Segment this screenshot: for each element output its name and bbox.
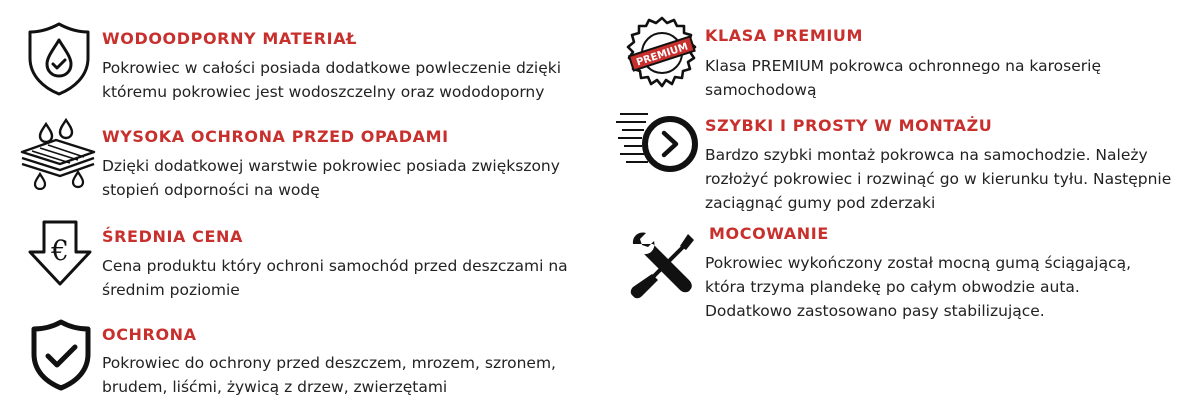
- premium-seal-icon: [622, 14, 702, 94]
- feature-description: Klasa PREMIUM pokrowca ochronnego na karoserię samochodową: [705, 57, 1101, 99]
- shield-check-icon: [28, 318, 94, 392]
- feature-title: WODOODPORNY MATERIAŁ: [102, 29, 358, 48]
- wrench-screwdriver-icon: [628, 230, 698, 300]
- layers-raindrops-icon: [12, 118, 102, 190]
- feature-title: WYSOKA OCHRONA PRZED OPADAMI: [102, 127, 449, 146]
- euro-arrow-down-icon: [24, 216, 96, 288]
- feature-title: OCHRONA: [102, 325, 197, 344]
- svg-text:PREMIUM: PREMIUM: [635, 41, 690, 69]
- feature-description: Cena produktu który ochroni samochód przed deszczami na średnim poziomie: [102, 257, 568, 299]
- feature-title: SZYBKI I PROSTY W MONTAŻU: [705, 116, 993, 135]
- feature-description: Pokrowiec wykończony został mocną gumą ściągającą, która trzyma plandekę po całym obwodzie auta. Dodatkowo zastosowano pasy stabilizujące.: [705, 254, 1132, 320]
- feature-title: KLASA PREMIUM: [705, 26, 864, 45]
- feature-title: MOCOWANIE: [709, 224, 829, 243]
- feature-description: Dzięki dodatkowej warstwie pokrowiec posiada zwiększony stopień odporności na wodę: [102, 157, 560, 199]
- feature-title: ŚREDNIA CENA: [102, 227, 243, 246]
- svg-text:€: €: [51, 234, 69, 267]
- shield-drop-icon: [22, 20, 96, 98]
- feature-description: Bardzo szybki montaż pokrowca na samochodzie. Należy rozłożyć pokrowiec i rozwinąć go w kierunku tyłu. Następnie zaciągnąć gumy pod zderzaki: [705, 146, 1172, 212]
- fast-forward-arrow-icon: [612, 108, 698, 178]
- feature-description: Pokrowiec do ochrony przed deszczem, mrozem, szronem, brudem, liśćmi, żywicą z drzew, zwierzętami: [102, 354, 556, 396]
- feature-description: Pokrowiec w całości posiada dodatkowe powleczenie dzięki któremu pokrowiec jest wodoszczelny oraz wododoporny: [102, 59, 562, 101]
